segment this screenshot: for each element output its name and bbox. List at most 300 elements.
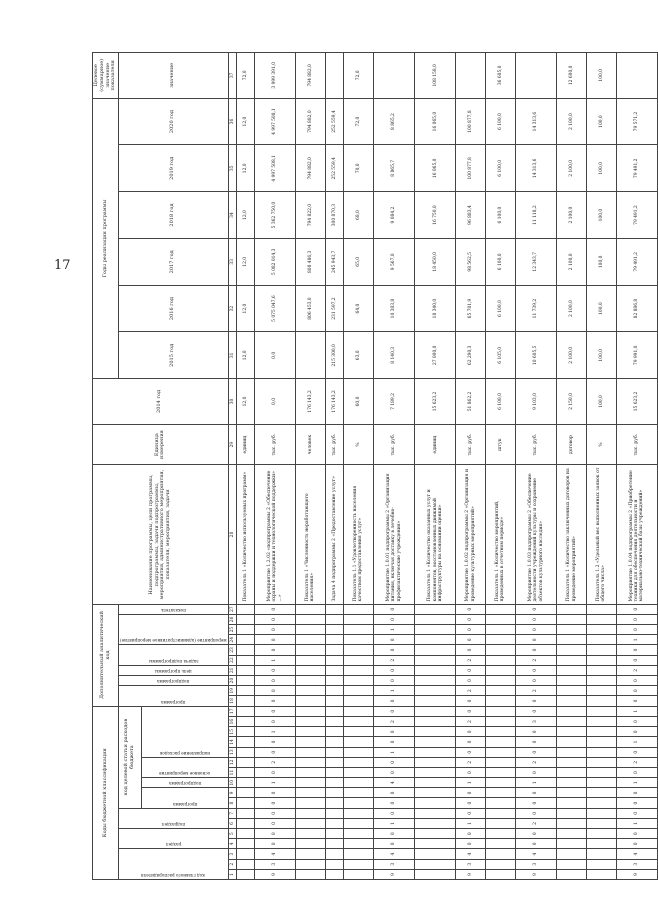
column-number: 25: [228, 625, 236, 635]
code-digit: 0: [456, 645, 486, 655]
code-digit: [325, 818, 343, 828]
code-digit: 2: [616, 757, 657, 767]
code-digit: [557, 798, 587, 808]
code-digit: 1: [373, 747, 414, 757]
row-value-year-6: 6 100,0: [486, 98, 516, 145]
row-value-2014: 100,0: [586, 379, 616, 425]
code-digit: 3: [254, 859, 295, 869]
column-number: 5: [228, 829, 236, 839]
column-number: 35: [228, 145, 236, 192]
code-digit: 0: [373, 635, 414, 645]
code-digit: 0: [254, 625, 295, 635]
code-digit: [486, 798, 516, 808]
table-row: [486, 53, 516, 880]
code-digit: [236, 788, 254, 798]
code-digit: 2: [254, 757, 295, 767]
code-digit: [415, 717, 456, 727]
code-digit: [296, 696, 326, 706]
header-goal-text: цель программы: [154, 668, 192, 674]
code-digit: 1: [254, 727, 295, 737]
row-name: Показатель 1.1 «Удовлетворенность населения качеством предоставления услуг»: [344, 465, 374, 604]
code-digit: [486, 706, 516, 716]
code-digit: 0: [616, 788, 657, 798]
column-number: 12: [228, 757, 236, 767]
code-digit: 0: [373, 727, 414, 737]
row-value-year-6: 16 065,0: [415, 98, 456, 145]
code-digit: 0: [254, 706, 295, 716]
code-digit: 0: [616, 798, 657, 808]
code-digit: [586, 665, 616, 675]
row-value-year-4: 6 100,0: [486, 192, 516, 239]
code-digit: [586, 798, 616, 808]
header-subprogram: [142, 778, 228, 788]
code-digit: [296, 747, 326, 757]
code-digit: 9: [456, 869, 486, 879]
code-digit: [344, 655, 374, 665]
code-digit: 3: [515, 717, 556, 727]
code-digit: [296, 737, 326, 747]
code-digit: [486, 808, 516, 818]
code-digit: [296, 706, 326, 716]
code-digit: [586, 727, 616, 737]
row-value-2014: 2 150,0: [557, 379, 587, 425]
code-digit: 1: [616, 635, 657, 645]
row-value-year-2: 6 100,0: [486, 285, 516, 332]
code-digit: [586, 625, 616, 635]
code-digit: 0: [373, 839, 414, 849]
code-digit: 0: [515, 625, 556, 635]
column-number: 23: [228, 645, 236, 655]
table-sheet: [92, 52, 645, 880]
code-digit: 0: [616, 686, 657, 696]
code-digit: [557, 859, 587, 869]
code-digit: 2: [456, 686, 486, 696]
code-digit: [557, 767, 587, 777]
code-digit: [325, 665, 343, 675]
row-value-year-6: 8 865,2: [373, 98, 414, 145]
code-digit: [325, 798, 343, 808]
code-digit: [344, 808, 374, 818]
code-digit: [296, 859, 326, 869]
code-digit: [296, 818, 326, 828]
header-goal: [119, 665, 229, 675]
column-number: 14: [228, 737, 236, 747]
code-digit: [236, 706, 254, 716]
row-name: Задача 4 подпрограммы 2 «Предоставление услуг»: [325, 465, 343, 604]
code-digit: 3: [373, 859, 414, 869]
code-digit: 0: [456, 696, 486, 706]
code-digit: [296, 788, 326, 798]
header-program2: [119, 686, 229, 706]
code-digit: [325, 717, 343, 727]
header-year-6: 2020 год: [119, 98, 229, 145]
header-admin-text: код главного распорядителя: [141, 873, 206, 878]
code-digit: [415, 849, 456, 859]
code-digit: 2: [515, 655, 556, 665]
row-target: 12 600,0: [557, 53, 587, 99]
header-program-text: программа: [172, 801, 198, 807]
table-row: [373, 53, 414, 880]
code-digit: [415, 737, 456, 747]
code-digit: [486, 778, 516, 788]
row-name: Мероприятие 1.2.02 «подпрограммы 2 «Обеспечение охраны и поддержки и технологической поддержки» ...»: [254, 465, 295, 604]
row-value-year-1: 12,0: [236, 332, 254, 379]
code-digit: [486, 747, 516, 757]
header-unit: Единица измерения: [93, 424, 229, 465]
column-number: 13: [228, 747, 236, 757]
code-digit: [486, 686, 516, 696]
code-digit: [296, 635, 326, 645]
code-digit: 1: [456, 818, 486, 828]
code-digit: 0: [515, 829, 556, 839]
code-digit: 0: [456, 747, 486, 757]
header-program: [142, 788, 228, 808]
code-digit: 0: [254, 767, 295, 777]
code-digit: 0: [373, 675, 414, 685]
code-digit: [586, 757, 616, 767]
code-digit: [344, 829, 374, 839]
row-value-2014: 15 623,2: [415, 379, 456, 425]
code-digit: [236, 767, 254, 777]
header-subprogram-text: подпрограмма: [168, 781, 201, 787]
code-digit: [486, 869, 516, 879]
code-digit: [586, 778, 616, 788]
code-digit: [557, 614, 587, 624]
code-digit: 9: [515, 869, 556, 879]
code-digit: [236, 839, 254, 849]
row-name: Показатель 1 «Численность неработающего населения»: [296, 465, 326, 604]
row-value-year-5: 70,0: [344, 145, 374, 192]
code-digit: [557, 747, 587, 757]
code-digit: [586, 614, 616, 624]
code-digit: [586, 675, 616, 685]
program-table: [92, 52, 658, 880]
column-number: 15: [228, 727, 236, 737]
code-digit: 0: [456, 737, 486, 747]
row-value-2014: 9 103,0: [515, 379, 556, 425]
code-digit: 0: [616, 767, 657, 777]
code-digit: [557, 655, 587, 665]
row-value-year-3: 808 486,3: [296, 238, 326, 285]
row-value-year-1: 6 105,0: [486, 332, 516, 379]
row-value-year-1: 79 991,0: [616, 332, 657, 379]
code-digit: [415, 706, 456, 716]
code-digit: [236, 737, 254, 747]
code-digit: [415, 604, 456, 614]
code-digit: [415, 747, 456, 757]
code-digit: [557, 737, 587, 747]
code-digit: 0: [373, 798, 414, 808]
column-number: 28: [228, 465, 236, 604]
code-digit: 0: [254, 717, 295, 727]
code-digit: [325, 604, 343, 614]
row-value-year-6: 4 997 508,1: [254, 98, 295, 145]
code-digit: 0: [616, 614, 657, 624]
column-number: 29: [228, 424, 236, 465]
code-digit: [296, 849, 326, 859]
code-digit: [325, 655, 343, 665]
code-digit: [325, 849, 343, 859]
code-digit: 0: [515, 645, 556, 655]
row-value-year-1: 2 100,0: [557, 332, 587, 379]
row-value-year-5: 2 100,0: [557, 145, 587, 192]
row-target: [616, 53, 657, 99]
code-digit: 0: [456, 614, 486, 624]
code-digit: 2: [616, 665, 657, 675]
code-digit: 4: [616, 849, 657, 859]
code-digit: 0: [254, 788, 295, 798]
header-direction: [142, 706, 228, 757]
row-value-year-2: 64,0: [344, 285, 374, 332]
row-value-year-3: 18 450,0: [415, 238, 456, 285]
code-digit: 0: [456, 727, 486, 737]
row-value-2014: 51 862,2: [456, 379, 486, 425]
code-digit: 0: [515, 737, 556, 747]
column-number: 7: [228, 808, 236, 818]
code-digit: 0: [254, 747, 295, 757]
code-digit: [557, 717, 587, 727]
code-digit: [344, 635, 374, 645]
code-digit: [557, 849, 587, 859]
row-value-year-5: 8 865,7: [373, 145, 414, 192]
code-digit: [486, 655, 516, 665]
code-digit: [344, 675, 374, 685]
column-number: 6: [228, 818, 236, 828]
row-unit: тыс. руб.: [254, 424, 295, 465]
code-digit: 9: [616, 869, 657, 879]
row-unit: человек: [296, 424, 326, 465]
code-digit: [325, 737, 343, 747]
code-digit: 1: [373, 818, 414, 828]
row-name: Мероприятие 1.0.01 подпрограммы 2 «Организация питания, включая доставку в лечебно-профилактические учреждения»: [373, 465, 414, 604]
code-digit: [415, 818, 456, 828]
code-digit: [344, 859, 374, 869]
row-value-year-2: 5 075 047,6: [254, 285, 295, 332]
header-event-text: мероприятие (административное мероприятие): [120, 638, 227, 644]
code-digit: [586, 869, 616, 879]
code-digit: [296, 614, 326, 624]
code-digit: 4: [456, 849, 486, 859]
row-unit: штук: [486, 424, 516, 465]
code-digit: 0: [373, 696, 414, 706]
code-digit: [325, 869, 343, 879]
code-digit: 0: [515, 696, 556, 706]
code-digit: 0: [373, 645, 414, 655]
code-digit: 0: [254, 645, 295, 655]
code-digit: 0: [616, 655, 657, 665]
row-value-year-6: 100 877,8: [456, 98, 486, 145]
row-value-year-2: 2 100,0: [557, 285, 587, 332]
code-digit: [486, 727, 516, 737]
code-digit: [557, 675, 587, 685]
column-number: 3: [228, 849, 236, 859]
code-digit: 0: [616, 717, 657, 727]
code-digit: 2: [373, 655, 414, 665]
code-digit: [486, 717, 516, 727]
code-digit: [415, 625, 456, 635]
row-value-year-5: 16 065,0: [415, 145, 456, 192]
code-digit: 0: [254, 635, 295, 645]
code-digit: [557, 696, 587, 706]
code-digit: [344, 727, 374, 737]
code-digit: [486, 859, 516, 869]
code-digit: [325, 767, 343, 777]
code-digit: 0: [515, 614, 556, 624]
row-value-2014: 60,0: [344, 379, 374, 425]
row-value-year-5: 100,0: [586, 145, 616, 192]
code-digit: [296, 686, 326, 696]
code-digit: [236, 614, 254, 624]
code-digit: [415, 798, 456, 808]
row-value-year-1: 100,0: [586, 332, 616, 379]
code-digit: 0: [254, 737, 295, 747]
row-unit: %: [586, 424, 616, 465]
table-row: [456, 53, 486, 880]
code-digit: [236, 675, 254, 685]
table-row: [236, 53, 254, 880]
code-digit: 2: [456, 717, 486, 727]
code-digit: [236, 818, 254, 828]
code-digit: [325, 859, 343, 869]
header-task-text: задача подпрограммы: [148, 658, 199, 664]
code-digit: [557, 788, 587, 798]
row-value-year-2: 82 886,8: [616, 285, 657, 332]
header-task: [119, 645, 229, 665]
code-digit: 1: [616, 818, 657, 828]
code-digit: 1: [254, 778, 295, 788]
code-digit: 0: [456, 635, 486, 645]
row-name: Показатель 1 «Количество используемых программ»: [236, 465, 254, 604]
code-digit: [557, 625, 587, 635]
row-value-year-5: 6 100,0: [486, 145, 516, 192]
code-digit: [344, 839, 374, 849]
row-value-year-3: 79 491,2: [616, 238, 657, 285]
code-digit: [586, 635, 616, 645]
code-digit: 0: [616, 675, 657, 685]
code-digit: 9: [373, 869, 414, 879]
code-digit: 2: [515, 818, 556, 828]
code-digit: [486, 625, 516, 635]
column-number: 36: [228, 98, 236, 145]
row-value-year-1: 0,0: [254, 332, 295, 379]
code-digit: [586, 686, 616, 696]
code-digit: [236, 686, 254, 696]
header-analytic-code: Дополнительный аналитический код: [93, 604, 119, 706]
code-digit: [236, 829, 254, 839]
code-digit: [586, 849, 616, 859]
code-digit: [415, 645, 456, 655]
code-digit: [557, 604, 587, 614]
row-target: [373, 53, 414, 99]
code-digit: 0: [515, 767, 556, 777]
code-digit: [557, 757, 587, 767]
column-number: 11: [228, 767, 236, 777]
row-value-year-2: 18 340,0: [415, 285, 456, 332]
code-digit: 2: [515, 686, 556, 696]
table-row: [616, 53, 657, 880]
code-digit: [325, 839, 343, 849]
code-digit: [296, 757, 326, 767]
row-value-year-5: 14 313,6: [515, 145, 556, 192]
column-number: 31: [228, 332, 236, 379]
header-target: Целевое (суммарное) значение показателя: [93, 53, 119, 99]
code-digit: 0: [456, 665, 486, 675]
code-digit: 0: [456, 798, 486, 808]
row-value-2014: 0,0: [254, 379, 295, 425]
code-digit: [486, 675, 516, 685]
row-value-year-6: 72,0: [344, 98, 374, 145]
code-digit: [296, 767, 326, 777]
code-digit: [415, 839, 456, 849]
code-digit: [344, 625, 374, 635]
table-row: [586, 53, 616, 880]
code-digit: 0: [373, 829, 414, 839]
code-digit: [344, 686, 374, 696]
row-value-year-1: 8 140,3: [373, 332, 414, 379]
code-digit: 0: [456, 788, 486, 798]
row-value-year-6: 79 571,2: [616, 98, 657, 145]
code-digit: [236, 778, 254, 788]
code-digit: [296, 625, 326, 635]
row-value-year-4: 100,0: [586, 192, 616, 239]
code-digit: [415, 727, 456, 737]
row-value-year-5: 4 997 508,1: [254, 145, 295, 192]
row-value-year-4: 68,0: [344, 192, 374, 239]
row-name: Показатель 1 «Количество заключенных договоров на проведение мероприятий»: [557, 465, 587, 604]
code-digit: [296, 675, 326, 685]
row-value-2014: 6 100,0: [486, 379, 516, 425]
code-digit: 1: [616, 778, 657, 788]
code-digit: 0: [254, 839, 295, 849]
code-digit: [586, 717, 616, 727]
row-value-year-2: 11 739,2: [515, 285, 556, 332]
code-digit: 0: [616, 625, 657, 635]
code-digit: [486, 737, 516, 747]
code-digit: [236, 696, 254, 706]
code-digit: [415, 808, 456, 818]
header-year-5: 2019 год: [119, 145, 229, 192]
row-value-year-5: 252 559,4: [325, 145, 343, 192]
code-digit: [344, 767, 374, 777]
code-digit: 3: [456, 859, 486, 869]
row-value-2014: 15 623,2: [616, 379, 657, 425]
code-digit: [296, 727, 326, 737]
code-digit: 9: [254, 869, 295, 879]
code-digit: [325, 778, 343, 788]
row-value-year-4: 794 822,0: [296, 192, 326, 239]
code-digit: [236, 665, 254, 675]
code-digit: [586, 808, 616, 818]
code-digit: [296, 717, 326, 727]
code-digit: 2: [515, 757, 556, 767]
code-digit: [586, 604, 616, 614]
row-value-year-1: 27 000,0: [415, 332, 456, 379]
code-digit: [325, 675, 343, 685]
code-digit: [296, 808, 326, 818]
code-digit: [236, 808, 254, 818]
code-digit: [344, 818, 374, 828]
row-value-year-3: 9 567,0: [373, 238, 414, 285]
code-digit: [325, 686, 343, 696]
row-value-year-4: 96 883,4: [456, 192, 486, 239]
code-digit: 0: [515, 839, 556, 849]
code-digit: [415, 778, 456, 788]
row-value-year-3: 100,0: [586, 238, 616, 285]
code-digit: [586, 859, 616, 869]
code-digit: [236, 717, 254, 727]
row-unit: тыс. руб.: [616, 424, 657, 465]
row-value-year-4: 9 084,2: [373, 192, 414, 239]
